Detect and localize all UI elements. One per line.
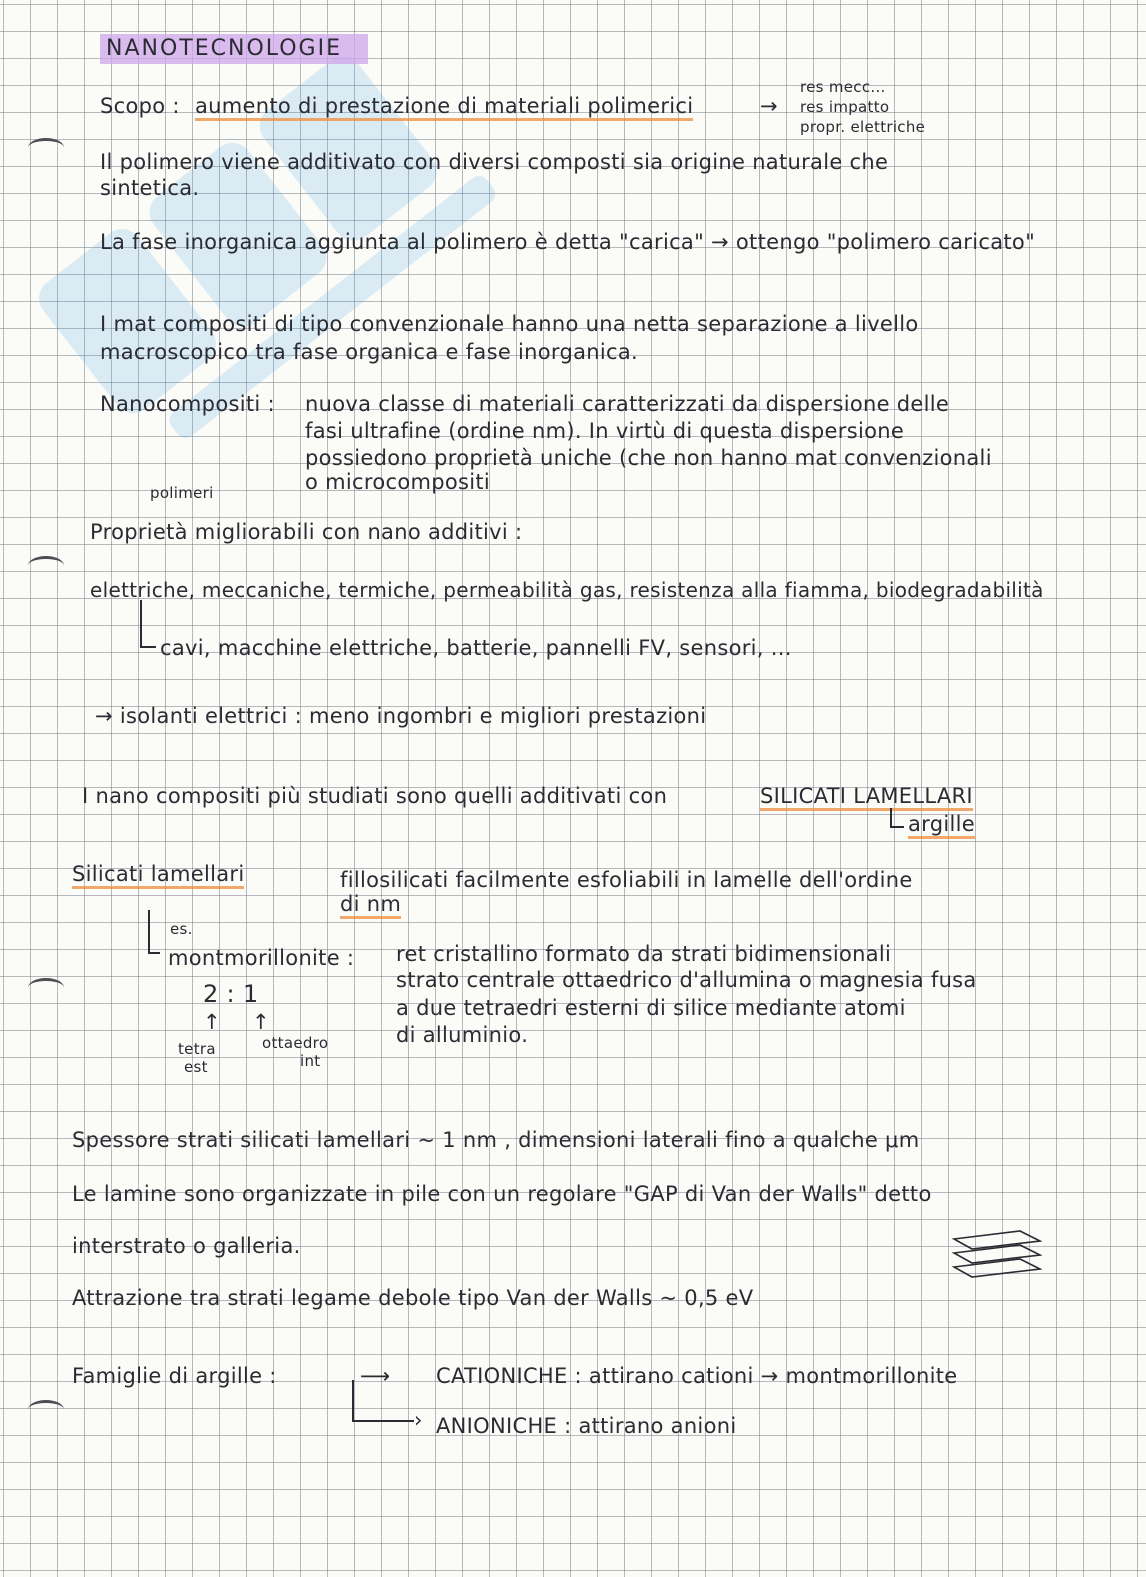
binder-hole — [28, 1400, 64, 1419]
text-line: Spessore strati silicati lamellari ~ 1 nm , dimensioni laterali fino a qualche μm — [72, 1128, 920, 1152]
text-line: Proprietà migliorabili con nano additivi : — [90, 520, 523, 544]
binder-hole — [28, 138, 64, 157]
right-arrow: ⟶ — [360, 1364, 391, 1388]
text-line: Le lamine sono organizzate in pile con un regolare "GAP di Van der Walls" detto — [72, 1182, 932, 1206]
text-line: CATIONICHE : attirano cationi → montmorillonite — [436, 1364, 958, 1388]
silicati-keyword: SILICATI LAMELLARI — [760, 786, 973, 811]
ratio-label: 2 : 1 — [203, 980, 259, 1008]
branch-arrow — [148, 910, 160, 954]
nanocompositi-label: Nanocompositi : — [100, 392, 275, 416]
int-label: int — [300, 1052, 321, 1070]
up-arrow: ↑ — [203, 1010, 221, 1034]
scopo-arrow: → — [760, 94, 778, 118]
text-line: di nm — [340, 894, 401, 919]
text-line: di alluminio. — [396, 1023, 529, 1047]
text-line: macroscopico tra fase organica e fase inorganica. — [100, 340, 638, 364]
text-line: I nano compositi più studiati sono quelli additivati con — [82, 784, 668, 808]
scopo-result: propr. elettriche — [800, 118, 926, 136]
text-line: elettriche, meccaniche, termiche, permeabilità gas, resistenza alla fiamma, biodegradabilità — [90, 578, 1044, 602]
scopo-text: aumento di prestazione di materiali polimerici — [195, 96, 693, 121]
est-label: est — [184, 1058, 208, 1076]
scopo-result: res mecc... — [800, 78, 886, 96]
lamellae-stack-drawing — [950, 1225, 1042, 1285]
binder-hole — [28, 978, 64, 997]
text-line: a due tetraedri esterni di silice mediante atomi — [396, 996, 906, 1020]
text-line: Attrazione tra strati legame debole tipo Van der Walls ~ 0,5 eV — [72, 1286, 754, 1310]
text-line: o microcompositi — [305, 470, 491, 494]
silicati-label: Silicati lamellari — [72, 864, 244, 889]
branch-arrow — [352, 1380, 414, 1422]
page-title: NANOTECNOLOGIE — [100, 34, 368, 64]
tetra-label: tetra — [178, 1040, 216, 1058]
text-line: nuova classe di materiali caratterizzati da dispersione delle — [305, 392, 950, 416]
text-line: montmorillonite : — [168, 946, 355, 970]
text-line: → isolanti elettrici : meno ingombri e migliori prestazioni — [95, 704, 707, 728]
text-line: ANIONICHE : attirano anioni — [436, 1414, 737, 1438]
text-line: La fase inorganica aggiunta al polimero è detta "carica" → ottengo "polimero caricato" — [100, 230, 1036, 254]
argille-note: argille — [908, 814, 975, 839]
text-line: possiedono proprietà uniche (che non hanno mat convenzionali — [305, 446, 992, 470]
text-line: strato centrale ottaedrico d'allumina o magnesia fusa — [396, 968, 977, 992]
ottaedro-label: ottaedro — [262, 1034, 329, 1052]
binder-hole — [28, 556, 64, 575]
text-line: cavi, macchine elettriche, batterie, pannelli FV, sensori, ... — [160, 636, 792, 660]
text-line: Il polimero viene additivato con diversi composti sia origine naturale che — [100, 150, 889, 174]
famiglie-label: Famiglie di argille : — [72, 1364, 277, 1388]
text-line: interstrato o galleria. — [72, 1234, 301, 1258]
up-arrow: ↑ — [252, 1010, 270, 1034]
text-line: ret cristallino formato da strati bidimensionali — [396, 942, 892, 966]
es-label: es. — [170, 920, 193, 938]
text-line: fasi ultrafine (ordine nm). In virtù di questa dispersione — [305, 419, 905, 443]
scopo-label: Scopo : — [100, 94, 180, 118]
text-line: I mat compositi di tipo convenzionale hanno una netta separazione a livello — [100, 312, 919, 336]
branch-arrow — [890, 808, 904, 828]
polimeri-note: polimeri — [150, 484, 214, 502]
text-line: sintetica. — [100, 176, 200, 200]
scopo-result: res impatto — [800, 98, 890, 116]
text-line: fillosilicati facilmente esfoliabili in lamelle dell'ordine — [340, 868, 913, 892]
right-arrow: › — [414, 1408, 423, 1432]
branch-arrow — [140, 600, 156, 648]
